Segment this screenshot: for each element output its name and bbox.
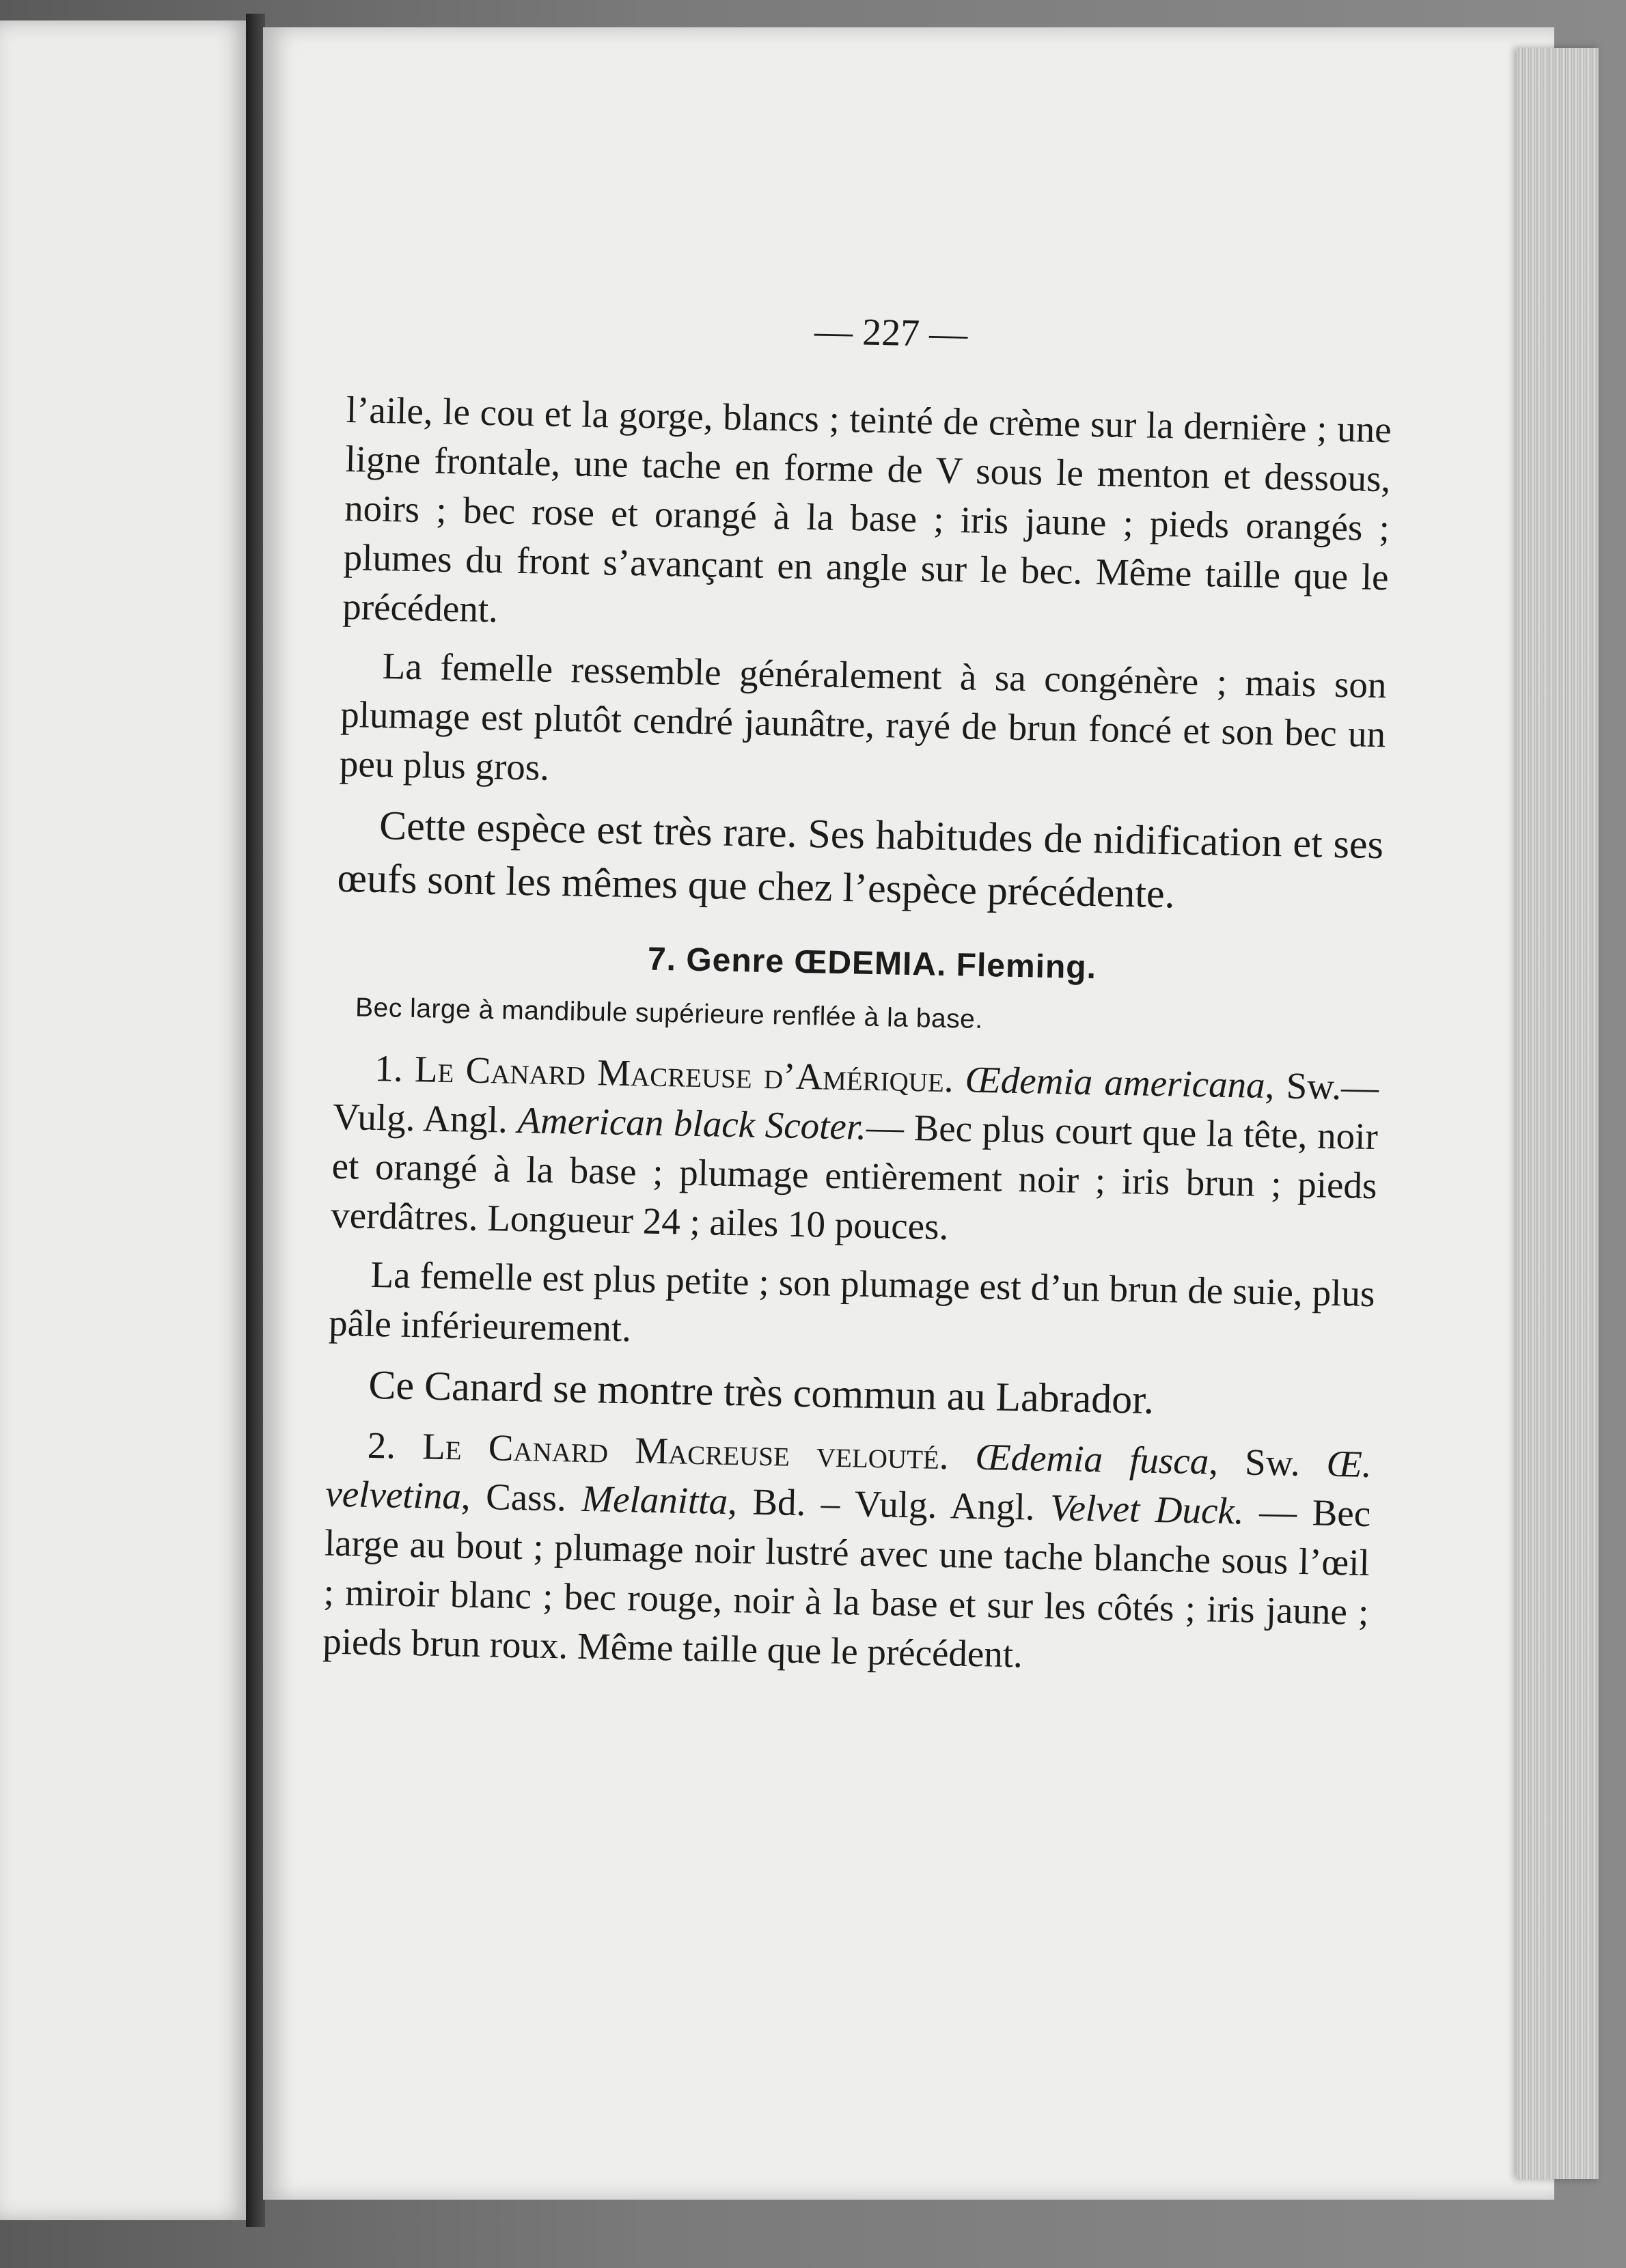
- paragraph-rarity: Cette espèce est très rare. Ses habitudes de nidification et ses œufs sont les mêmes que chez l’espèce précédente.: [337, 803, 1384, 917]
- paragraph-labrador: Ce Canard se montre très commun au Labrador.: [368, 1361, 1155, 1422]
- species-entry-1: [331, 1043, 1379, 1260]
- species-latin: Œdemia fusca: [975, 1435, 1209, 1482]
- species-number: 1.: [374, 1047, 404, 1090]
- species-entry-2: [322, 1420, 1373, 1686]
- genre-heading: 7. Genre ŒDEMIA. Fleming.: [647, 941, 1097, 986]
- species-name: Le Canard Macreuse d’Amérique.: [414, 1048, 954, 1101]
- species-name: Le Canard Macreuse velouté.: [422, 1425, 950, 1478]
- species-synonym-2-authority: , Bd. – Vulg. Angl.: [727, 1480, 1051, 1529]
- paragraph-female-2: La femelle est plus petite ; son plumage est d’un brun de suie, plus pâle inférieurement.: [328, 1253, 1375, 1350]
- species-synonym-2: Melanitta: [581, 1477, 728, 1522]
- species-synonym-1: Œ. velvetina: [325, 1442, 1373, 1517]
- book-gutter: [246, 14, 265, 2227]
- paragraph-description-cont: l’aile, le cou et la gorge, blancs ; teinté de crème sur la dernière ; une ligne frontale, une tache en forme de V sous le menton et dessous, noirs ; bec rose et orangé à la base ; iris jaune ; pieds orangés ; plumes du front s’avançant en angle sur le bec. Même taille que le précédent.: [342, 388, 1392, 631]
- species-description: — Bec plus court que la tête, noir et orangé à la base ; plumage entièrement noir ; iris brun ; pieds verdâtres. Longueur 24 ; ailes 10 pouces.: [330, 1105, 1379, 1248]
- right-page-text: [322, 301, 1393, 1696]
- species-synonym-1-authority: , Cass.: [460, 1475, 582, 1519]
- species-latin: Œdemia americana: [965, 1058, 1266, 1106]
- species-english: Velvet Duck.: [1049, 1486, 1245, 1532]
- page-number: — 227 —: [814, 310, 968, 356]
- species-authority: , Sw.: [1208, 1440, 1327, 1484]
- species-english: American black Scoter.: [516, 1098, 867, 1148]
- left-page: [0, 20, 246, 2220]
- species-number: 2.: [367, 1424, 396, 1467]
- paragraph-female: La femelle ressemble généralement à sa congénère ; mais son plumage est plutôt cendré jaunâtre, rayé de brun foncé et son bec un peu plus gros.: [339, 645, 1388, 788]
- genre-description: Bec large à mandibule supérieure renflée à la base.: [355, 993, 984, 1035]
- page-edges: [1517, 48, 1599, 2179]
- species-description: — Bec large au bout ; plumage noir lustré avec une tache blanche sous l’œil ; miroir blanc ; bec rouge, noir à la base et sur les côtés ; iris jaune ; pieds brun roux. Même taille que le précédent.: [322, 1490, 1371, 1676]
- species-authority: , Sw.—Vulg. Angl.: [332, 1064, 1379, 1141]
